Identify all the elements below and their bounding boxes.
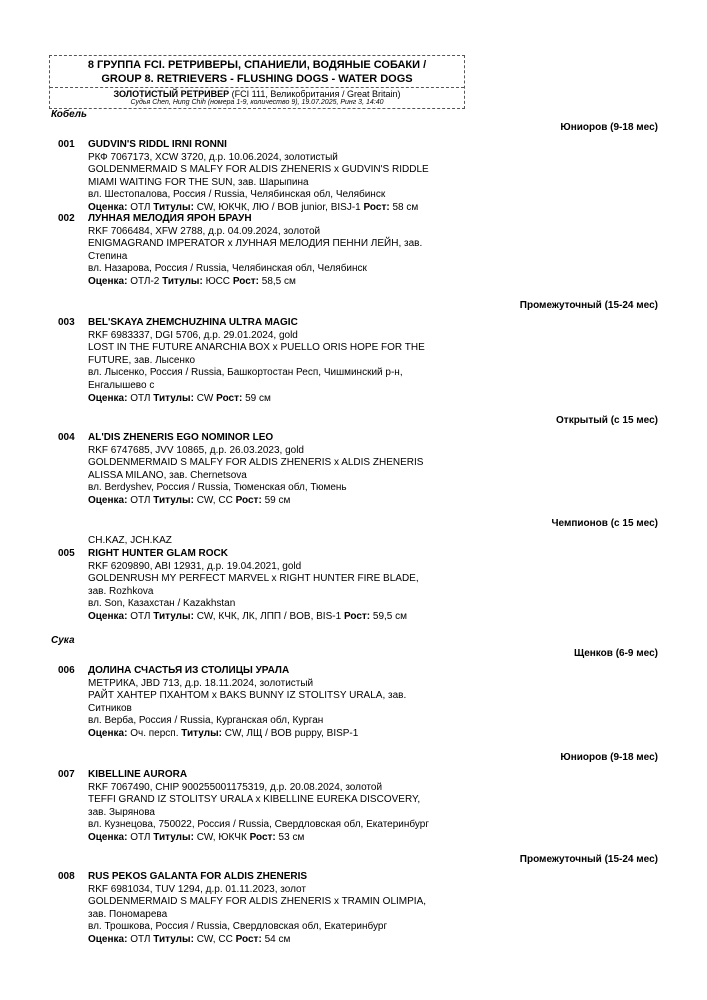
rating-value: ОТЛ bbox=[130, 392, 151, 404]
entry-body bbox=[88, 871, 468, 947]
rating-value: ОТЛ bbox=[130, 831, 151, 843]
owner-line: вл. Трошкова, Россия / Russia, Свердловская обл, Екатеринбург bbox=[88, 921, 388, 933]
registration-line: RKF 6981034, TUV 1294, д.р. 01.11.2023, золот bbox=[88, 883, 306, 895]
rating-value: ОТЛ bbox=[130, 494, 151, 506]
titles-label: Титулы: bbox=[181, 727, 222, 739]
registration-line: RKF 6209890, ABI 12931, д.р. 19.04.2021, gold bbox=[88, 560, 302, 572]
titles-label: Титулы: bbox=[153, 494, 194, 506]
parents-line-cont: MIAMI WAITING FOR THE SUN, зав. Шарыпина bbox=[88, 176, 309, 188]
entry-body bbox=[88, 665, 468, 741]
breed-info: (FCI 111, Великобритания / Great Britain) bbox=[231, 89, 401, 99]
height-value: 54 см bbox=[264, 933, 291, 945]
height-value: 59,5 см bbox=[372, 610, 408, 622]
parents-line: GOLDENMERMAID S MALFY FOR ALDIS ZHENERIS x TRAMIN OLIMPIA, bbox=[88, 896, 427, 908]
entry-body bbox=[88, 213, 468, 289]
titles-value: ЮСС bbox=[205, 275, 231, 287]
titles-label: Титулы: bbox=[153, 201, 194, 213]
sex-heading-female: Сука bbox=[51, 635, 75, 646]
entry-number: 002 bbox=[58, 213, 75, 224]
parents-line-cont: зав. Пономарева bbox=[88, 908, 168, 920]
registration-line: RKF 7067490, CHIP 900255001175319, д.р. 20.08.2024, золотой bbox=[88, 781, 383, 793]
titles-label: Титулы: bbox=[153, 831, 194, 843]
parents-line-cont: Ситников bbox=[88, 702, 132, 714]
rating-label: Оценка: bbox=[88, 392, 128, 404]
height-label: Рост: bbox=[235, 494, 262, 506]
rating-value: ОТЛ-2 bbox=[130, 275, 160, 287]
dog-name: ДОЛИНА СЧАСТЬЯ ИЗ СТОЛИЦЫ УРАЛА bbox=[88, 665, 290, 676]
parents-line-cont: FUTURE, зав. Лысенко bbox=[88, 354, 196, 366]
class-heading-intermediate-female: Промежуточный (15-24 мес) bbox=[519, 854, 658, 865]
height-value: 58 см bbox=[392, 201, 419, 213]
entry-number: 006 bbox=[58, 665, 75, 676]
owner-line: вл. Шестопалова, Россия / Russia, Челябинская обл, Челябинск bbox=[88, 189, 386, 201]
owner-line: вл. Назарова, Россия / Russia, Челябинская обл, Челябинск bbox=[88, 263, 367, 275]
owner-line-cont: Енгалышево с bbox=[88, 379, 155, 391]
entry-number: 008 bbox=[58, 871, 75, 882]
entry-body bbox=[88, 432, 468, 508]
registration-line: RKF 7066484, XFW 2788, д.р. 04.09.2024, золотой bbox=[88, 225, 321, 237]
height-value: 58,5 см bbox=[261, 275, 296, 287]
entry-body bbox=[88, 548, 468, 624]
titles-label: Титулы: bbox=[162, 275, 203, 287]
owner-line: вл. Berdyshev, Россия / Russia, Тюменская обл, Тюмень bbox=[88, 482, 347, 494]
rating-label: Оценка: bbox=[88, 933, 128, 945]
group-header bbox=[49, 55, 465, 109]
dog-name: ЛУННАЯ МЕЛОДИЯ ЯРОН БРАУН bbox=[88, 213, 252, 224]
height-label: Рост: bbox=[232, 275, 259, 287]
dog-name: BEL'SKAYA ZHEMCHUZHINA ULTRA MAGIC bbox=[88, 317, 298, 328]
rating-label: Оценка: bbox=[88, 201, 128, 213]
titles-value: CW, ЮКЧК, ЛЮ / BOB junior, BISJ-1 bbox=[196, 201, 361, 213]
rating-label: Оценка: bbox=[88, 727, 128, 739]
rating-value: ОТЛ bbox=[130, 201, 151, 213]
class-heading-open: Открытый (с 15 мес) bbox=[556, 415, 658, 426]
owner-line: вл. Верба, Россия / Russia, Курганская обл, Курган bbox=[88, 715, 324, 727]
result-line bbox=[88, 393, 468, 406]
owner-line: вл. Son, Казахстан / Kazakhstan bbox=[88, 598, 236, 610]
class-heading-intermediate: Промежуточный (15-24 мес) bbox=[519, 300, 658, 311]
result-line bbox=[88, 276, 468, 289]
rating-label: Оценка: bbox=[88, 610, 128, 622]
owner-line: вл. Лысенко, Россия / Russia, Башкортостан Респ, Чишминский р-н, bbox=[88, 367, 403, 379]
height-label: Рост: bbox=[343, 610, 371, 622]
entry-number: 001 bbox=[58, 139, 75, 150]
parents-line: ENIGMAGRAND IMPERATOR x ЛУННАЯ МЕЛОДИЯ ПЕННИ ЛЕЙН, зав. bbox=[88, 238, 423, 250]
group-title-ru: 8 ГРУППА FCI. РЕТРИВЕРЫ, СПАНИЕЛИ, ВОДЯНЫЕ СОБАКИ / bbox=[87, 59, 427, 71]
breed-block bbox=[50, 88, 464, 108]
class-heading-juniors: Юниоров (9-18 мес) bbox=[560, 122, 658, 133]
dog-name: KIBELLINE AURORA bbox=[88, 769, 188, 780]
parents-line-cont: ALISSA MILANO, зав. Chernetsova bbox=[88, 469, 247, 481]
dog-name: GUDVIN'S RIDDL IRNI RONNI bbox=[88, 139, 227, 150]
titles-label: Титулы: bbox=[153, 933, 194, 945]
parents-line: GOLDENMERMAID S MALFY FOR ALDIS ZHENERIS x ALDIS ZHENERIS bbox=[88, 457, 424, 469]
parents-line-cont: зав. Rozhkova bbox=[88, 585, 154, 597]
parents-line: TEFFI GRAND IZ STOLITSY URALA x KIBELLINE EUREKA DISCOVERY, bbox=[88, 794, 421, 806]
class-heading-champions: Чемпионов (с 15 мес) bbox=[551, 518, 658, 529]
parents-line-cont: зав. Зырянова bbox=[88, 806, 155, 818]
dog-name: AL'DIS ZHENERIS EGO NOMINOR LEO bbox=[88, 432, 274, 443]
titles-value: CW, CC bbox=[196, 933, 233, 945]
class-heading-juniors-female: Юниоров (9-18 мес) bbox=[560, 752, 658, 763]
height-label: Рост: bbox=[216, 392, 243, 404]
height-label: Рост: bbox=[235, 933, 262, 945]
owner-line: вл. Кузнецова, 750022, Россия / Russia, Свердловская обл, Екатеринбург bbox=[88, 819, 429, 831]
height-value: 53 см bbox=[278, 831, 305, 843]
registration-line: МЕТРИКА, JBD 713, д.р. 18.11.2024, золотистый bbox=[88, 677, 314, 689]
entry-number: 004 bbox=[58, 432, 75, 443]
entry-body bbox=[88, 769, 468, 845]
height-value: 59 см bbox=[245, 392, 271, 404]
titles-value: CW bbox=[196, 392, 214, 404]
registration-line: RKF 6983337, DGI 5706, д.р. 29.01.2024, gold bbox=[88, 329, 298, 341]
registration-line: RKF 6747685, JVV 10865, д.р. 26.03.2023, gold bbox=[88, 444, 304, 456]
entry-body bbox=[88, 139, 468, 215]
titles-label: Титулы: bbox=[153, 392, 194, 404]
rating-label: Оценка: bbox=[88, 275, 128, 287]
parents-line-cont: Степина bbox=[88, 250, 128, 262]
dog-name: RIGHT HUNTER GLAM ROCK bbox=[88, 548, 228, 559]
registration-line: РКФ 7067173, XCW 3720, д.р. 10.06.2024, золотистый bbox=[88, 151, 338, 163]
titles-value: CW, ЮКЧК bbox=[196, 831, 247, 843]
rating-value: ОТЛ bbox=[130, 610, 151, 622]
height-value: 59 см bbox=[264, 494, 291, 506]
class-heading-puppies: Щенков (6-9 мес) bbox=[574, 648, 658, 659]
rating-label: Оценка: bbox=[88, 494, 128, 506]
parents-line: LOST IN THE FUTURE ANARCHIA BOX x PUELLO ORIS HOPE FOR THE bbox=[88, 342, 425, 354]
breed-name: ЗОЛОТИСТЫЙ РЕТРИВЕР bbox=[113, 89, 230, 99]
titles-value: CW, CC bbox=[196, 494, 233, 506]
entry-body bbox=[88, 317, 468, 405]
entry-number: 003 bbox=[58, 317, 75, 328]
rating-value: Оч. персп. bbox=[130, 727, 179, 739]
entry-number: 007 bbox=[58, 769, 75, 780]
result-line bbox=[88, 611, 468, 624]
parents-line: GOLDENRUSH MY PERFECT MARVEL x RIGHT HUNTER FIRE BLADE, bbox=[88, 573, 419, 585]
titles-label: Титулы: bbox=[153, 610, 194, 622]
entry-number: 005 bbox=[58, 548, 75, 559]
rating-label: Оценка: bbox=[88, 831, 128, 843]
result-line bbox=[88, 728, 468, 741]
height-label: Рост: bbox=[249, 831, 276, 843]
group-title bbox=[50, 56, 464, 88]
rating-value: ОТЛ bbox=[130, 933, 151, 945]
entry-005-pretitle: CH.KAZ, JCH.KAZ bbox=[88, 535, 172, 546]
group-title-en: GROUP 8. RETRIEVERS - FLUSHING DOGS - WATER DOGS bbox=[101, 73, 413, 85]
titles-value: CW, ЛЩ / BOB puppy, BISP-1 bbox=[224, 727, 359, 739]
sex-heading-male: Кобель bbox=[51, 109, 87, 120]
titles-value: CW, КЧК, ЛК, ЛПП / BOB, BIS-1 bbox=[196, 610, 342, 622]
parents-line: GOLDENMERMAID S MALFY FOR ALDIS ZHENERIS x GUDVIN'S RIDDLE bbox=[88, 164, 429, 176]
height-label: Рост: bbox=[363, 201, 390, 213]
parents-line: РАЙТ ХАНТЕР ПХАНТОМ x BAKS BUNNY IZ STOLITSY URALA, зав. bbox=[88, 690, 407, 702]
judge-info: Судья Chen, Hung Chih (номера 1-9, количество 9), 19.07.2025, Ринг 3, 14:40 bbox=[130, 99, 384, 106]
result-line bbox=[88, 832, 468, 845]
dog-name: RUS PEKOS GALANTA FOR ALDIS ZHENERIS bbox=[88, 871, 308, 882]
result-line bbox=[88, 934, 468, 947]
result-line bbox=[88, 495, 468, 508]
